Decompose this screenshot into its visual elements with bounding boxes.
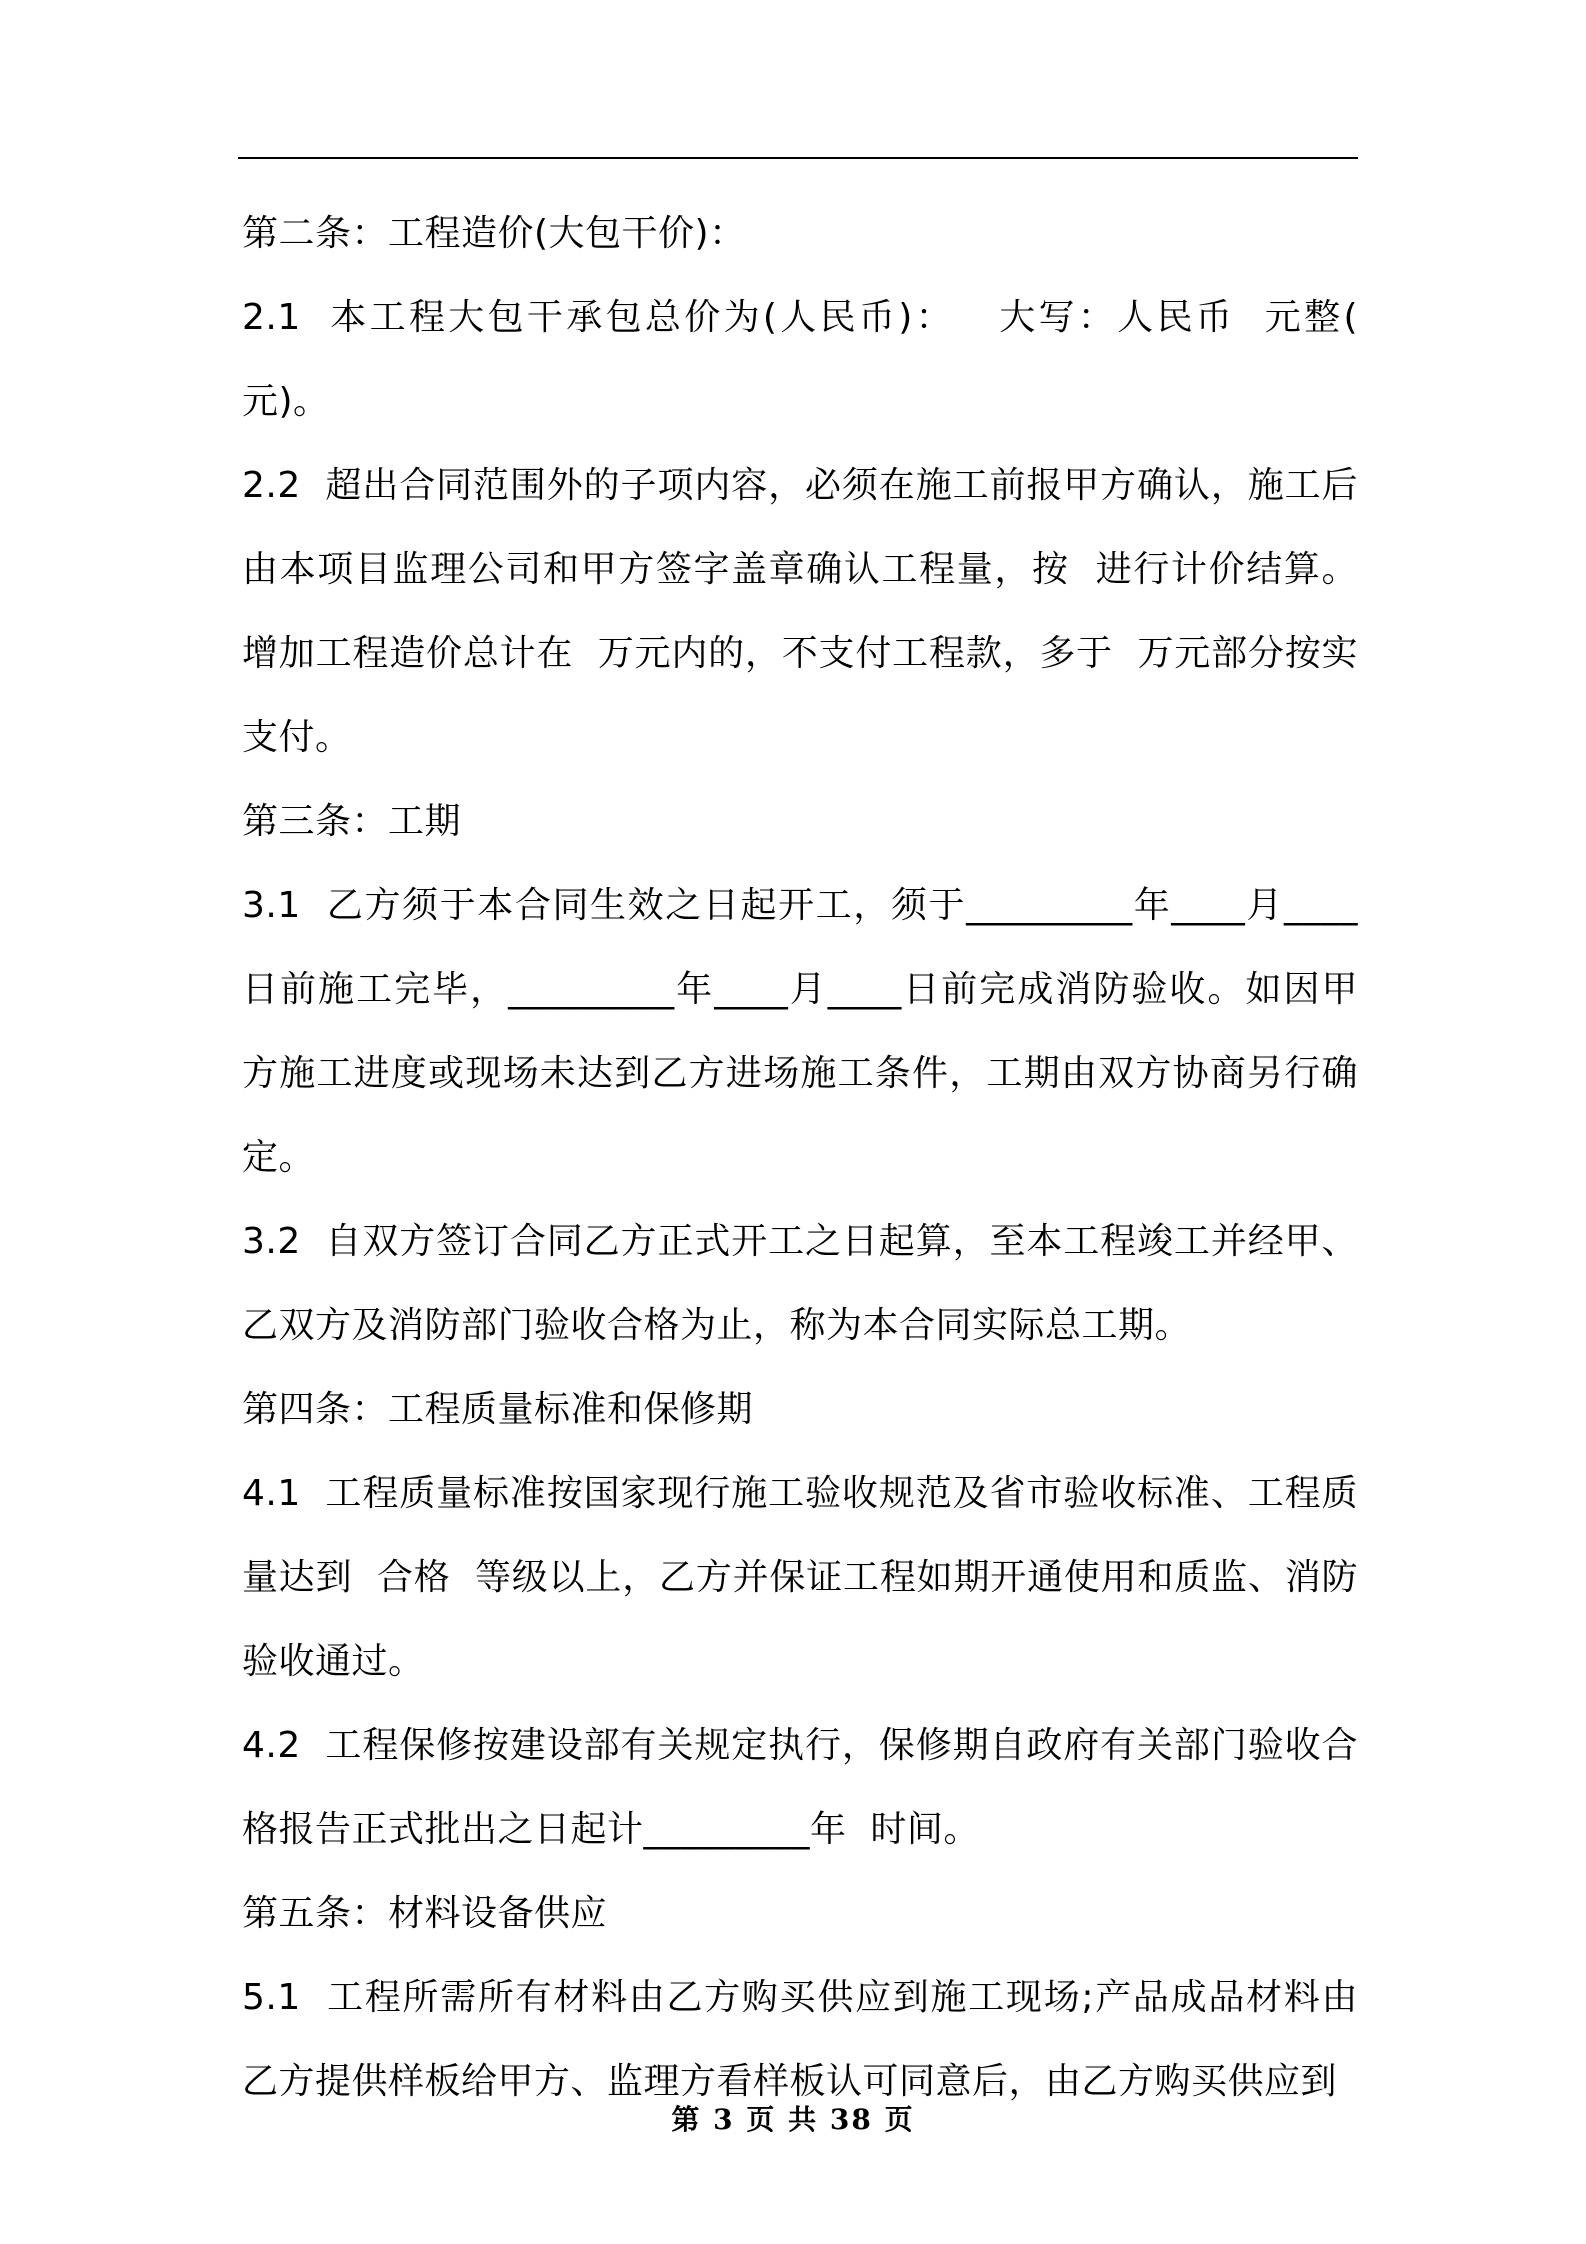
clause-3-1: 3.1 乙方须于本合同生效之日起开工，须于_________年____月____日前施工完毕，_________年____月____日前完成消防验收。如因甲方施工进度或现场未达到乙方进场施工条件，工期由双方协商另行确定。 (242, 885, 1358, 1178)
document-body (242, 192, 1382, 2124)
clause-2-2: 2.2 超出合同范围外的子项内容，必须在施工前报甲方确认，施工后由本项目监理公司和甲方签字盖章确认工程量，按 进行计价结算。增加工程造价总计在 万元内的，不支付工程款，多于 万元部分按实支付。 (242, 465, 1358, 758)
article-2-heading: 第二条：工程造价(大包干价)： (242, 213, 746, 254)
clause-5-1: 5.1 工程所需所有材料由乙方购买供应到施工现场;产品成品材料由乙方提供样板给甲方、监理方看样板认可同意后，由乙方购买供应到 (242, 1977, 1358, 2102)
clause-3-2: 3.2 自双方签订合同乙方正式开工之日起算，至本工程竣工并经甲、乙双方及消防部门验收合格为止，称为本合同实际总工期。 (242, 1221, 1358, 1346)
clause-2-1: 2.1 本工程大包干承包总价为(人民币)： 大写：人民币 元整( 元)。 (242, 297, 1382, 422)
clause-4-2: 4.2 工程保修按建设部有关规定执行，保修期自政府有关部门验收合格报告正式批出之日起计_________年 时间。 (242, 1725, 1358, 1850)
article-3-heading: 第三条：工期 (242, 801, 462, 842)
clause-4-1: 4.1 工程质量标准按国家现行施工验收规范及省市验收标准、工程质量达到 合格 等级以上，乙方并保证工程如期开通使用和质监、消防验收通过。 (242, 1473, 1358, 1682)
article-4-heading: 第四条：工程质量标准和保修期 (242, 1389, 754, 1430)
header-rule (238, 157, 1358, 159)
page-number: 第 3 页 共 38 页 (671, 2103, 915, 2136)
article-5-heading: 第五条：材料设备供应 (242, 1893, 608, 1934)
